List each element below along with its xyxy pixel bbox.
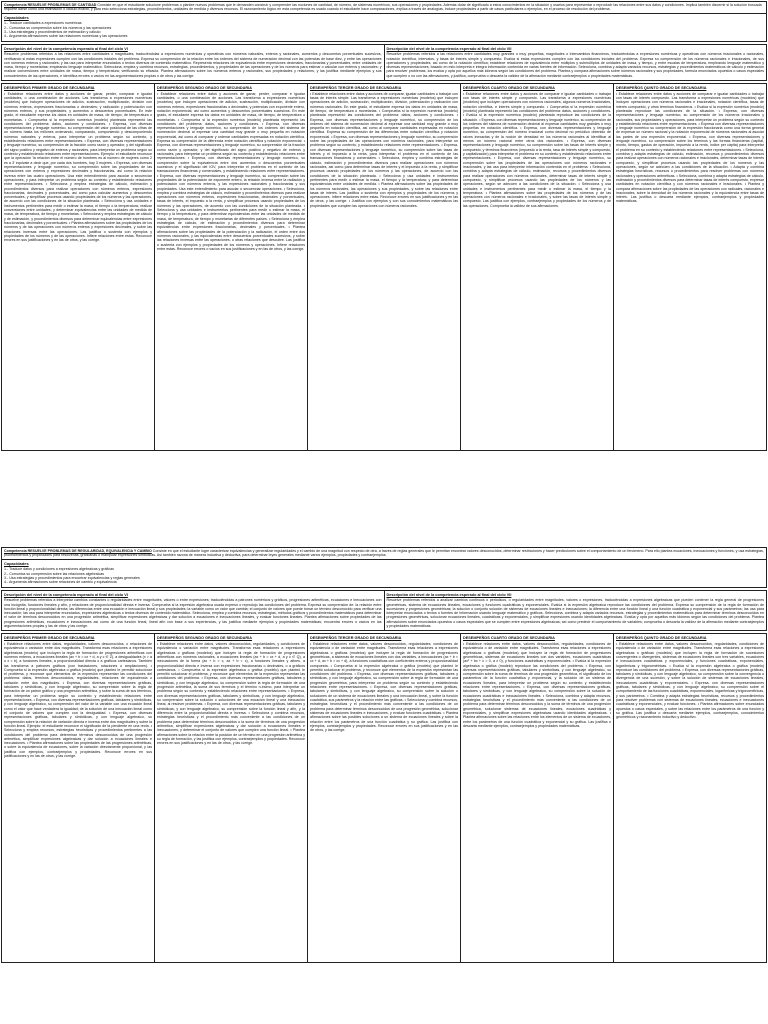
grade-performances (1, 83, 767, 451)
grade-text: • Establece relaciones entre datos y acciones de comparar e igualar cantidades o trabajar con tasas de interés simple y compuesto. Las transforma a expresiones numéricas (modelos) que incluyen operaciones con números racionales, algunos números irracionales, notación científica, e interés simple y compuesto. • Comprueba si la expresión numérica (modelo) planteada representó las condiciones del problema: datos, acciones y condiciones. • Evalúa si la expresión numérica (modelo) planteada reproduce las condiciones de la situación. • Expresa, con diversas representaciones y lenguaje numérico, su comprensión de los órdenes del sistema de numeración decimal al expresar cantidades muy grandes o muy pequeñas en notación científica. • Expresa, con diversas representaciones y lenguaje numérico, su comprensión del número irracional como decimal no periódico obtenido de raíces inexactas y de la noción de densidad en los números racionales al identificar al menos un número racional entre otros dos racionales. • Expresa, con diversas representaciones y lenguaje numérico, su comprensión sobre las tasas de interés simple y compuesto, y términos financieros (impuesto a la renta, tasa de interés simple y compuesto, y capitalización) para interpretar el problema en su contexto y estableciendo relaciones entre representaciones. • Expresa, con diversas representaciones y lenguaje numérico, su comprensión sobre las propiedades de las operaciones con números racionales e irracionales, y las usa para interpretar información contenida en el problema. • Selecciona, combina y adapta estrategias de cálculo, estimación, recursos y procedimientos diversos para realizar operaciones con números racionales, determinar tasas de interés simple y compuesto, y simplificar procesos usando las propiedades de los números y las operaciones, según se adecúen a las condiciones de la situación. • Selecciona y usa unidades e instrumentos pertinentes para medir o estimar la masa, el tiempo y la temperatura. • Plantea afirmaciones sobre las propiedades de los números y de las operaciones con números racionales e irracionales, y sobre las tasas de interés simple y compuesto. Las justifica con ejemplos, contraejemplos y propiedades de los números y de las operaciones. Comprueba la validez de sus afirmaciones. (463, 91, 611, 208)
capacities-title: Capacidades (4, 560, 29, 566)
grade-title: DESEMPEÑOS CUARTO GRADO DE SECUNDARIA (463, 86, 555, 91)
grade-title: DESEMPEÑOS QUINTO GRADO DE SECUNDARIA (616, 636, 707, 641)
grade-1-performance (2, 84, 155, 450)
grade-3-performance (308, 634, 461, 962)
capacities-box (1, 14, 767, 42)
grade-title: DESEMPEÑOS SEGUNDO GRADO DE SECUNDARIA (157, 636, 252, 641)
grade-text: • Establece relaciones entre datos y acciones de ganar, perder, comparar e igualar cantidades, o una combinación de acciones. Las transforma a expresiones numéricas (modelos) que incluyen operaciones de adición, sustracción, multiplicación, división con números enteros, expresiones fraccionarias o decimales; y potencias con exponente entero, notación exponencial, así como aumentos y descuentos porcentuales sucesivos. En este grado, el estudiante expresa los datos en unidades de masa, de tiempo, de temperatura o monetarias. • Comprueba si la expresión numérica (modelo) planteada representó las condiciones del problema: datos, acciones y condiciones. • Expresa, con diversas representaciones y lenguaje numérico, su comprensión de los órdenes del sistema de numeración decimal al expresar una cantidad muy grande o muy pequeña en notación exponencial, así como al comparar y ordenar cantidades expresadas en notación científica. Expresa su comprensión de la diferencia entre notación científica y notación exponencial. • Expresa, con diversas representaciones y lenguaje numérico, su comprensión de la fracción como razón y operador, y del significado del signo positivo y negativo de enteros y racionales, para interpretar un problema según su contexto y estableciendo relaciones entre representaciones. • Expresa, con diversas representaciones y lenguaje numérico, su comprensión sobre la equivalencia entre dos aumentos o descuentos porcentuales sucesivos y el significado del IGV, para interpretar el problema en el contexto de las transacciones financieras y comerciales, y estableciendo relaciones entre representaciones. • Expresa, con diversas representaciones y lenguaje numérico, su comprensión sobre las propiedades de la potenciación de exponente entero, la relación inversa entre la radiación y potenciación con números enteros, y las expresiones racionales y fraccionarias y sus propiedades. Usa este entendimiento para asociar o secuenciar operaciones. • Selecciona, emplea y combina estrategias de cálculo, estimación y procedimientos diversos para realizar operaciones con números enteros, expresiones fraccionarias, decimales y porcentuales, tasas de interés, el impuesto a la renta, y simplificar procesos usando propiedades de los números y las operaciones, de acuerdo con las condiciones de la situación planteada. • Selecciona y usa unidades e instrumentos pertinentes para medir o estimar la masa, el tiempo y la temperatura, y para determinar equivalencias entre las unidades de medida de masa, de temperatura, de tiempo y monetarias de diferentes países. • Selecciona y emplea estrategias de cálculo, de estimación y procedimientos diversos para determinar equivalencias entre expresiones fraccionarias, decimales y porcentuales. • Plantea afirmaciones sobre las propiedades de la potenciación y la radicación, el orden entre dos números racionales, y las equivalencias entre descuentos porcentuales sucesivos, y sobre las relaciones inversas entre las operaciones, u otras relaciones que descubre. Las justifica o sustenta con ejemplos y propiedades de los números y operaciones. Infiere relaciones entre estas. Reconoce errores o vacíos en sus justificaciones y en las de otros, y las corrige. (157, 91, 305, 251)
grade-1-performance (2, 634, 155, 962)
grade-4-performance (461, 634, 614, 962)
cycle-text: Resuelve problemas referidos a analizar cambios continuos o periódicos, o regularidades entre magnitudes, valores o expresiones, traduciéndolas a expresiones algebraicas que pueden contener la regla general de progresiones geométricas, sistema de ecuaciones lineales, ecuaciones y funciones cuadráticas y exponenciales. Evalúa si la expresión algebraica reproduce las condiciones del problema. Expresa su comprensión de la regla de formación de sucesiones y progresiones geométricas; la solución o conjunto solución de sistemas de ecuaciones lineales e inecuaciones; la diferencia entre una función lineal y una función cuadrática y exponencial y sus parámetros; las usa para interpretar enunciados o textos o fuentes de información usando lenguaje matemático y gráficos. Selecciona, combina y adapta variados recursos, estrategias y procedimientos matemáticos para determinar términos desconocidos en progresiones geométricas, solucionar ecuaciones lineales, cuadráticas y exponenciales, y simplificar expresiones usando identidades algebraicas. Evalúa y opta por aquellos más idóneos según las condiciones del problema. Plantea afirmaciones sobre enunciados opuestos o casos especiales que se cumplen entre expresiones algebraicas; así como predecir el comportamiento de variables; comprueba o descarta la validez de la afirmación mediante contraejemplos y propiedades matemáticas. (386, 598, 764, 629)
grade-2-performance (155, 84, 308, 450)
competency-section-regularidad (0, 546, 768, 1024)
cycle-descriptions (1, 44, 767, 81)
cycle-vii-description (385, 45, 767, 80)
capacity-item: 4.- Argumenta afirmaciones sobre las relaciones numéricas y las operaciones (4, 34, 128, 39)
capacity-item: 3.- Usa estrategias y procedimientos para encontrar equivalencias y reglas generales (4, 576, 140, 581)
grade-text: • Establece relaciones entre datos, valores desconocidos, regularidades, condiciones de equivalencia o de variación entre magnitudes. Transforma esas relaciones a expresiones algebraicas o gráficas (modelos) que incluyen la regla de formación de progresiones geométricas, a sistemas de ecuaciones lineales con dos variables, a inecuaciones (ax + b < cx + d, ax + b > cx + d), a funciones cuadráticas con coeficientes enteros y proporcionalidad compuesta. • Comprueba si la expresión algebraica o gráfica (modelo) que planteó le permitió solucionar el problema, y reconoce qué elementos de la expresión representan las condiciones del problema. • Expresa, con diversas representaciones gráficas, tabulares y simbólicas, y con lenguaje algebraico, su comprensión sobre la regla de formación de una progresión geométrica, para interpretar un problema según su contexto y estableciendo relaciones entre representaciones. • Expresa, con diversas representaciones gráficas, tabulares y simbólicas, y con lenguaje algebraico, su comprensión sobre la solución o soluciones de un sistema de ecuaciones lineales y una inecuación lineal, y sobre la función cuadrática, sus parámetros y la relación entre las gráficas. • Selecciona y combina recursos, estrategias heurísticas y el procedimiento más conveniente a las condiciones de un problema para determinar términos desconocidos de una progresión geométrica, solucionar sistemas de ecuaciones lineales e inecuaciones, y evaluar funciones cuadráticas. • Plantea afirmaciones sobre las posibles soluciones a un sistema de ecuaciones lineales y sobre la relación entre los parámetros de una función cuadrática y su gráfica. Las justifica con ejemplos, contraejemplos y propiedades. Reconoce errores en sus justificaciones y en las de otros, y las corrige. (310, 641, 458, 733)
competency-title: Competencia RESUELVE PROBLEMAS DE CANTIDAD (4, 3, 97, 7)
capacity-item: 1.- Traduce cantidades a expresiones numéricas (4, 21, 82, 26)
capacity-item: 2.- Comunica su comprensión sobre los números y las operaciones (4, 25, 112, 30)
cycle-text: Resuelve problemas referidos a interpretar cambios constantes o regularidades entre magnitudes, valores o entre expresiones; traduciéndolas a patrones numéricos y gráficos, progresiones aritméticas, ecuaciones e inecuaciones con una incógnita, funciones lineales y afín, y relaciones de proporcionalidad directa e inversa. Comprueba si la expresión algebraica usada expresó o reprodujo las condiciones del problema. Expresa su comprensión de: la relación entre función lineal y proporcionalidad directa; las diferencias entre una ecuación e inecuación lineal y sus propiedades; la variable como un valor que cambia; el conjunto de valores que puede tomar un término desconocido para verificar una inecuación; las usa para interpretar enunciados, expresiones algebraicas o textos diversos de contenido matemático. Selecciona, emplea y combina recursos, estrategias, métodos gráficos y procedimientos matemáticos para determinar el valor de términos desconocidos en una progresión aritmética, simplificar expresiones algebraicas y dar solución a ecuaciones e inecuaciones lineales, y evaluar funciones lineales. Plantea afirmaciones sobre propiedades de las progresiones aritméticas, ecuaciones e inecuaciones así como de una función lineal, lineal afín con base a sus experiencias, y las justifica mediante ejemplos y propiedades matemáticas; encuentra errores o vacíos en las argumentaciones propias y las de otros y las corrige. (4, 598, 382, 629)
competency-description (1, 1, 767, 14)
cycle-text: Resuelve problemas referidos a las relaciones entre cantidades o magnitudes, traduciéndolas a expresiones numéricas y operativas con números naturales, enteros y racionales, aumentos y descuentos porcentuales sucesivos, verificando si estas expresiones cumplen con las condiciones iniciales del problema. Expresa su comprensión de la relación entre los órdenes del sistema de numeración decimal con las potencias de base diez, y entre las operaciones con números enteros y racionales; y las usa para interpretar enunciados o textos diversos de contenido matemático. Representa relaciones de equivalencia entre expresiones decimales, fraccionarias y porcentuales, entre unidades de masa, tiempo y monetarias; empleando lenguaje matemático. Selecciona, emplea y combina recursos, estrategias, procedimientos, y propiedades de las operaciones y de los números para estimar o calcular con enteros y racionales; y realizar conversiones entre unidades de masa, tiempo y temperatura; verificando su eficacia. Plantea afirmaciones sobre los números enteros y racionales, sus propiedades y relaciones, y las justifica mediante ejemplos y sus conocimientos de las operaciones, e identifica errores o vacíos en las argumentaciones propias o de otros y las corrige. (4, 52, 382, 78)
competency-description (1, 547, 767, 560)
grade-title: DESEMPEÑOS TERCER GRADO DE SECUNDARIA (310, 86, 402, 91)
grade-5-performance (614, 84, 766, 450)
grade-5-performance (614, 634, 766, 962)
grade-text: • Establece relaciones entre datos y acciones de comparar e igualar cantidades o trabajar con tasas de interés compuesto. Las transforma a expresiones numéricas (modelos) que incluyen operaciones con números racionales e irracionales, notación científica, tasas de interés compuesto, y otros términos financieros. • Evalúa si la expresión numérica (modelo) planteada reproduce las condiciones de la situación. • Expresa, con diversas representaciones y lenguaje numérico, su comprensión de los números irracionales y racionales, sus propiedades y operaciones, para interpretar un problema según su contexto y estableciendo relaciones entre representaciones. • Expresa con diversas representaciones y lenguaje numérico su comprensión de la expresión fraccionaria como una forma general de expresar un número racional y la notación exponencial de números racionales al asociar las partes de una expresión exponencial. • Expresa, con diversas representaciones y lenguaje numérico, su comprensión sobre los términos y las formas financieras (capital, monto, tiempo, gastos de operación, impuesto a la renta, índice per cápita) para interpretar el problema en su contexto y estableciendo relaciones entre representaciones. • Selecciona, combina y adapta estrategias de cálculo, estimación, recursos y procedimientos diversos para realizar operaciones con números racionales e irracionales, determinar tasas de interés compuesto, y simplificar procesos usando las propiedades de los números y las operaciones, según se adecúen a las condiciones de la situación. • Adapta y combina estrategias heurísticas, recursos o procedimientos para resolver problemas con números racionales y operaciones aritméticas. • Selecciona, combina y adapta estrategias de cálculo, estimación y procedimientos diversos para determinar tasas de interés compuesto, expresar cantidades en notación científica y con números racionales e irracionales. • Plantea y compara afirmaciones sobre las propiedades de las operaciones con radicales, racionales e irracionales, sobre la densidad de los números racionales y la equivalencia entre tasas de interés. Las justifica o descarta mediante ejemplos, contraejemplos y propiedades matemáticas. (616, 91, 764, 204)
cycle-vi-description (2, 45, 385, 80)
grade-title: DESEMPEÑOS SEGUNDO GRADO DE SECUNDARIA (157, 86, 252, 91)
competency-title: Competencia RESUELVE PROBLEMAS DE REGULARIDAD, EQUIVALENCIA Y CAMBIO (4, 549, 152, 553)
grade-text: • Establece relaciones entre datos, valores desconocidos, regularidades, condiciones de equivalencia o de variación entre magnitudes. Transforma esas relaciones a expresiones algebraicas o gráficas (modelos) que incluyen la regla de formación de sucesiones convergentes o divergentes, sistemas de ecuaciones lineales con tres variables, ecuaciones e inecuaciones cuadráticas y exponenciales, y funciones cuadráticas, exponenciales, logarítmicas y trigonométricas. • Evalúa si la expresión algebraica o gráfica (modelo) reproduce las condiciones del problema. • Expresa, con diversas representaciones gráficas, tabulares y simbólicas, y con lenguaje algebraico, su comprensión sobre la convergencia o divergencia de una sucesión, y sobre la solución de sistemas de ecuaciones lineales, inecuaciones cuadráticas y exponenciales. • Expresa, con diversas representaciones gráficas, tabulares y simbólicas, y con lenguaje algebraico, su comprensión sobre el comportamiento de las funciones cuadráticas, exponenciales, logarítmicas y trigonométricas, y sus parámetros. • Combina y adapta estrategias heurísticas, recursos y procedimientos para resolver problemas con sistemas de ecuaciones lineales, ecuaciones e inecuaciones cuadráticas y exponenciales, y evaluar funciones. • Plantea afirmaciones sobre enunciados opuestos o casos especiales, y sobre las relaciones entre los parámetros de una función y su gráfica. Las justifica o descarta mediante ejemplos, contraejemplos, conocimientos geométricos y razonamiento inductivo y deductivo. (616, 641, 764, 720)
cycle-vi-description (2, 591, 385, 631)
cycle-title: Descripción del nivel de la competencia esperado al final del ciclo VI (4, 46, 128, 51)
grade-text: • Establece relaciones entre datos, valores desconocidos, regularidades, y condiciones de equivalencia o variación entre magnitudes. Transforma esas relaciones a expresiones algebraicas o gráficas (modelos) que incluyen la regla de formación de progresiones aritméticas con números racionales, a ecuaciones lineales (ax + b = cx + d, a y c ∈ Q), a inecuaciones de la forma (ax + b > c, ax + b < c), a funciones lineales y afines, a proporcionalidad directa e inversa con expresiones fraccionarias o decimales, o a gráficos cartesianos. • Comprueba si la expresión algebraica o gráfica (modelo) que planteó le permitió solucionar el problema, y reconoce qué elementos de la expresión representan las condiciones del problema. • Expresa, con diversas representaciones gráficas, tabulares y simbólicas, y con lenguaje algebraico, su comprensión sobre la regla de formación de una progresión aritmética, la suma de sus términos y el término n-ésimo, para interpretar un problema según su contexto y estableciendo relaciones entre representaciones. • Expresa, con diversas representaciones gráficas, tabulares y simbólicas, y con lenguaje algebraico, su comprensión sobre la solución o soluciones de una ecuación lineal y una inecuación lineal, al resolver problemas. • Expresa, con diversas representaciones gráficas, tabulares y simbólicas, y con lenguaje algebraico, su comprensión sobre la función lineal y afín, y la diferencia entre la proporcionalidad directa e inversa. • Selecciona y combina recursos, estrategias heurísticas y el procedimiento más conveniente a las condiciones de un problema para determinar términos desconocidos o la suma de términos de una progresión aritmética, simplificar expresiones algebraicas y dar solución a ecuaciones lineales e inecuaciones, y determinar el conjunto de valores que cumplen una función lineal. • Plantea afirmaciones sobre la relación entre la posición de un término en una progresión aritmética y su regla de formación, y las justifica con ejemplos, contraejemplos y propiedades. Reconoce errores en sus justificaciones y en las de otros, y las corrige. (157, 641, 305, 746)
grade-3-performance (308, 84, 461, 450)
grade-text: • Establece relaciones entre datos, valores desconocidos, regularidades, condiciones de equivalencia o de variación entre magnitudes. Transforma esas relaciones a expresiones algebraicas o gráficas (modelos) que incluyen la regla de formación de progresiones geométricas, sistemas de ecuaciones lineales con dos variables, ecuaciones cuadráticas (ax² + bx + c = 0, a ≠ 0), y funciones cuadráticas y exponenciales. • Evalúa si la expresión algebraica o gráfica (modelo) reproduce las condiciones del problema. • Expresa, con diversas representaciones gráficas, tabulares y simbólicas, y con lenguaje algebraico, su comprensión sobre la suma de términos de una progresión geométrica, el significado de los parámetros de la función cuadrática y exponencial, y la solución de un sistema de ecuaciones lineales, para interpretar un problema según su contexto y estableciendo relaciones entre representaciones. • Expresa, con diversas representaciones gráficas, tabulares y simbólicas, y con lenguaje algebraico, su comprensión sobre la solución de ecuaciones cuadráticas e inecuaciones lineales. • Selecciona, combina y adapta recursos, estrategias heurísticas y el procedimiento más conveniente a las condiciones de un problema para determinar términos desconocidos y la suma de términos de una progresión geométrica, solucionar sistemas de ecuaciones lineales, ecuaciones cuadráticas y exponenciales, y simplificar expresiones algebraicas usando identidades algebraicas. • Plantea afirmaciones sobre las relaciones entre los elementos de un sistema de ecuaciones, entre los parámetros de una función cuadrática y exponencial y su gráfica. Las justifica o descarta mediante ejemplos, contraejemplos y propiedades matemáticas. (463, 641, 611, 728)
capacity-item: 2.- Comunica su comprensión sobre las relaciones algebraicas (4, 571, 105, 576)
grade-title: DESEMPEÑOS TERCER GRADO DE SECUNDARIA (310, 636, 402, 641)
cycle-text: Resuelve problemas referidos a las relaciones entre cantidades muy grandes o muy pequeñas, magnitudes o intercambios financieros, traduciéndolas a expresiones numéricas y operativas con números irracionales o racionales, notación científica, intervalos, y tasas de interés simple y compuesto. Evalúa si estas expresiones cumplen con las condiciones iniciales del problema. Expresa su comprensión de los números racionales e irracionales, de sus operaciones y propiedades, así como de la notación científica; establece relaciones de equivalencia entre múltiplos y submúltiplos de unidades de masa, y tiempo, y entre escalas de temperatura, empleando lenguaje matemático y diversas representaciones; basado en esto interpreta e integra información contenida en varias fuentes de información. Selecciona, combina y adapta variados recursos, estrategias y procedimientos matemáticos de cálculo y estimación para resolver problemas, los evalúa y opta por aquellos más idóneos según las condiciones del problema. Plantea y compara afirmaciones sobre números racionales y sus propiedades, formula enunciados opuestos o casos especiales que cumplen o no con las afirmaciones, y justifica, comprueba o descarta la validez de la afirmación mediante contraejemplos o propiedades matemáticas. (386, 52, 764, 78)
capacities-title: Capacidades (4, 14, 29, 20)
grade-title: DESEMPEÑOS PRIMER GRADO DE SECUNDARIA (4, 86, 95, 91)
grade-text: • Establece relaciones entre datos y acciones de ganar, perder, comparar e igualar cantidades, o una combinación de acciones. Las transforma a expresiones numéricas (modelos) que incluyen operaciones de adición, sustracción, multiplicación, división con números enteros, expresiones fraccionarias o decimales; y radicación y potenciación con números enteros, y sus propiedades; y aumentos o descuentos porcentuales. En este grado, el estudiante expresa los datos en unidades de masa, de tiempo, de temperatura o monetarias. • Comprueba si la expresión numérica (modelo) planteada representó las condiciones del problema: datos, acciones y condiciones. • Expresa, con diversas representaciones y lenguaje numérico, su comprensión del valor posicional de las cifras de un número hasta los millones ordenando, comparando, componiendo y descomponiendo números naturales y enteros, para interpretar un problema según su contexto, y estableciendo relaciones entre representaciones. • Expresa, con diversas representaciones y lenguaje numérico, su comprensión de la fracción como razón y operador, y del significado del signo positivo y negativo de enteros y racionales, para interpretar un problema según su contexto y estableciendo relaciones entre representaciones. Ejemplo: el estudiante reconoce que la operación 'la relación entre el número de hombres es al número de mujeres como 2 es a 3' equivale a decir que, por cada dos hombres, hay 3 mujeres. • Expresa, con diversas representaciones y lenguaje numérico, su comprensión sobre las propiedades de las operaciones con enteros y expresiones decimales y fraccionarias, así como la relación inversa entre las cuatro operaciones. Usa este entendimiento para asociar o secuenciar operaciones, y para interpretar un problema según su contexto y estableciendo relaciones entre representaciones. • Selecciona y emplea estrategias de cálculo, estimación y procedimientos diversos para realizar operaciones con números enteros, expresiones fraccionarias, decimales y porcentuales, así como para calcular aumentos y descuentos porcentuales, y simplificar procesos usando propiedades de los números y las operaciones, de acuerdo con las condiciones de la situación planteada. • Selecciona y usa unidades e instrumentos pertinentes para medir o estimar la masa, el tiempo o la temperatura; realizar conversiones entre unidades; y determinar equivalencias entre las unidades de medida de masa, de temperatura, de tiempo y monetarias. • Selecciona y emplea estrategias de cálculo y de estimación, y procedimientos diversos para determinar equivalencias entre expresiones fraccionarias, decimales y porcentuales. • Plantea afirmaciones sobre las propiedades de los números y de las operaciones con números enteros y expresiones decimales, y sobre las relaciones inversas entre las operaciones. Las justifica o sustenta con ejemplos y propiedades de los números y de las operaciones. Infiere relaciones entre estas. Reconoce errores en sus justificaciones y en las de otros, y las corrige. (4, 91, 152, 243)
capacity-item: 1.- Traduce datos y condiciones a expresiones algebraicas y gráficas (4, 567, 114, 572)
grade-title: DESEMPEÑOS PRIMER GRADO DE SECUNDARIA (4, 636, 95, 641)
cycle-descriptions (1, 590, 767, 632)
grade-text: • Establece relaciones entre datos y acciones de comparar, igualar cantidades o trabajar con tasas de interés simple. Las transforma a expresiones numéricas (modelos) que incluyen operaciones de adición, sustracción, multiplicación, división, potenciación y radicación con números racionales. En este grado, el estudiante expresa los datos en unidades de masa, de tiempo, de temperatura o monetarias. • Comprueba si la expresión numérica (modelo) planteada representó las condiciones del problema: datos, acciones y condiciones. • Expresa, con diversas representaciones y lenguaje numérico, su comprensión de los órdenes del sistema de numeración decimal al expresar una cantidad muy grande o muy pequeña en notación científica, así como al comparar cantidades expresadas en notación científica. Expresa su comprensión de las diferencias entre notación científica y notación exponencial. • Expresa, con diversas representaciones y lenguaje numérico, su comprensión sobre las propiedades de las operaciones con números racionales, para interpretar un problema según su contexto, y estableciendo relaciones entre representaciones. • Expresa, con diversas representaciones y lenguaje numérico, su comprensión sobre las tasas de interés y el impuesto a la renta, para interpretar el problema en el contexto de las transacciones financieras y comerciales. • Selecciona, emplea y combina estrategias de cálculo, estimación y procedimientos diversos para realizar operaciones con números racionales, así como para determinar tasas de interés y el impuesto a la renta, y simplificar procesos usando propiedades de los números y las operaciones, de acuerdo con las condiciones de la situación planteada. • Selecciona y usa unidades e instrumentos pertinentes para medir o estimar la masa, el tiempo y la temperatura; y para determinar equivalencias entre unidades de medida. • Plantea afirmaciones sobre las propiedades de los números racionales, las operaciones y sus propiedades, y sobre las relaciones entre tasas de interés. Las justifica o sustenta con ejemplos y propiedades de los números y operaciones. Infiere relaciones entre estas. Reconoce errores en sus justificaciones y en las de otros, y las corrige. • Justifica con ejemplos y con sus conocimientos matemáticos las propiedades que cumplen las operaciones con números racionales. (310, 91, 458, 208)
grade-title: DESEMPEÑOS QUINTO GRADO DE SECUNDARIA (616, 86, 707, 91)
grade-performances (1, 633, 767, 963)
cycle-title: Descripción del nivel de la competencia esperado al final del ciclo VII (386, 592, 512, 597)
capacity-item: 4.- Argumenta afirmaciones sobre relaciones de cambio y equivalencia (4, 580, 117, 585)
capacities-box (1, 560, 767, 588)
competency-text: Consiste en que el estudiante solucione problemas o plantee nuevos problemas que le demanden construir y comprender las nociones de cantidad, de número, de sistemas numéricos, sus operaciones y propiedades. Además dotar de significado a estos conocimientos en la situación y usarlos para representar o reproducir las relaciones entre sus datos y condiciones. Implica también discernir si la solución buscada requiere darse como una estimación o cálculo exacto, y para esto selecciona estrategias, procedimientos, unidades de medida y diversos recursos. El razonamiento lógico en esta competencia es usado cuando el estudiante hace comparaciones, explica a través de analogías, induce propiedades a partir de casos particulares o ejemplos, en el proceso de resolución del problema. (4, 3, 762, 12)
capacity-item: 3.- Usa estrategias y procedimientos de estimación y cálculo (4, 30, 101, 35)
grade-2-performance (155, 634, 308, 962)
cycle-title: Descripción del nivel de la competencia esperado al final del ciclo VI (4, 592, 128, 597)
grade-title: DESEMPEÑOS CUARTO GRADO DE SECUNDARIA (463, 636, 555, 641)
cycle-title: Descripción del nivel de la competencia esperado al final del ciclo VII (386, 46, 512, 51)
competency-text: Consiste en que el estudiante logre caracterizar equivalencias y generalizar regularidades y el cambio de una magnitud con respecto de otra, a través de reglas generales que le permitan encontrar valores desconocidos, determinar restricciones y hacer predicciones sobre el comportamiento de un fenómeno. Para ello plantea ecuaciones, inecuaciones y funciones, y usa estrategias, procedimientos y propiedades para resolverlas, graficarlas o manipular expresiones simbólicas. Así también razona de manera inductiva y deductiva, para determinar leyes generales mediante varios ejemplos, propiedades y contraejemplos. (4, 549, 764, 558)
grade-text: • Establece relaciones entre datos, regularidades, valores desconocidos, o relaciones de equivalencia o variación entre dos magnitudes. Transforma esas relaciones a expresiones algebraicas (modelo) que incluyen la regla de formación de progresiones aritméticas con números enteros, a ecuaciones lineales (ax + b = cx + d, a y c ∈ Z), a desigualdades (x > a o x < b), a funciones lineales, a proporcionalidad directa o a gráficos cartesianos. También las transforma a patrones gráficos (con traslaciones, rotaciones o ampliaciones). • Comprueba si la expresión algebraica o gráfica (modelo) que planteó le permitió solucionar el problema, y reconoce qué elementos de la expresión representan las condiciones del problema: datos, términos desconocidos, regularidades, relaciones de equivalencia o variación entre dos magnitudes. • Expresa, con diversas representaciones gráficas, tabulares y simbólicas, y con lenguaje algebraico, su comprensión sobre la regla de formación de un patrón gráfico y una progresión aritmética, y sobre la suma de sus términos, para interpretar un problema según su contexto y estableciendo relaciones entre representaciones. • Expresa, con diversas representaciones gráficas, tabulares y simbólicas, y con lenguaje algebraico, su comprensión del valor de la variable con una ecuación lineal como el valor que hace verdadera la igualdad; de la solución de una inecuación lineal como el conjunto de valores que cumplen con la desigualdad. • Expresa, con diversas representaciones gráficas, tabulares y simbólicas, y con lenguaje algebraico, su comprensión sobre la relación de variación directa e inversa entre dos magnitudes y sobre la función lineal. Ejemplo: el estudiante reconoce el significado de la pendiente en una recta. • Selecciona y emplea recursos, estrategias heurísticas y procedimientos pertinentes a las condiciones del problema para determinar términos desconocidos de una progresión aritmética, simplificar expresiones algebraicas y dar solución a ecuaciones lineales e inecuaciones. • Plantea afirmaciones sobre las propiedades de las progresiones aritméticas, o sobre la equivalencia de ecuaciones, sobre la variación directamente proporcional, y las justifica con ejemplos, contraejemplos y propiedades. Reconoce errores en sus justificaciones y en las de otros, y las corrige. (4, 641, 152, 759)
cycle-vii-description (385, 591, 767, 631)
grade-4-performance (461, 84, 614, 450)
